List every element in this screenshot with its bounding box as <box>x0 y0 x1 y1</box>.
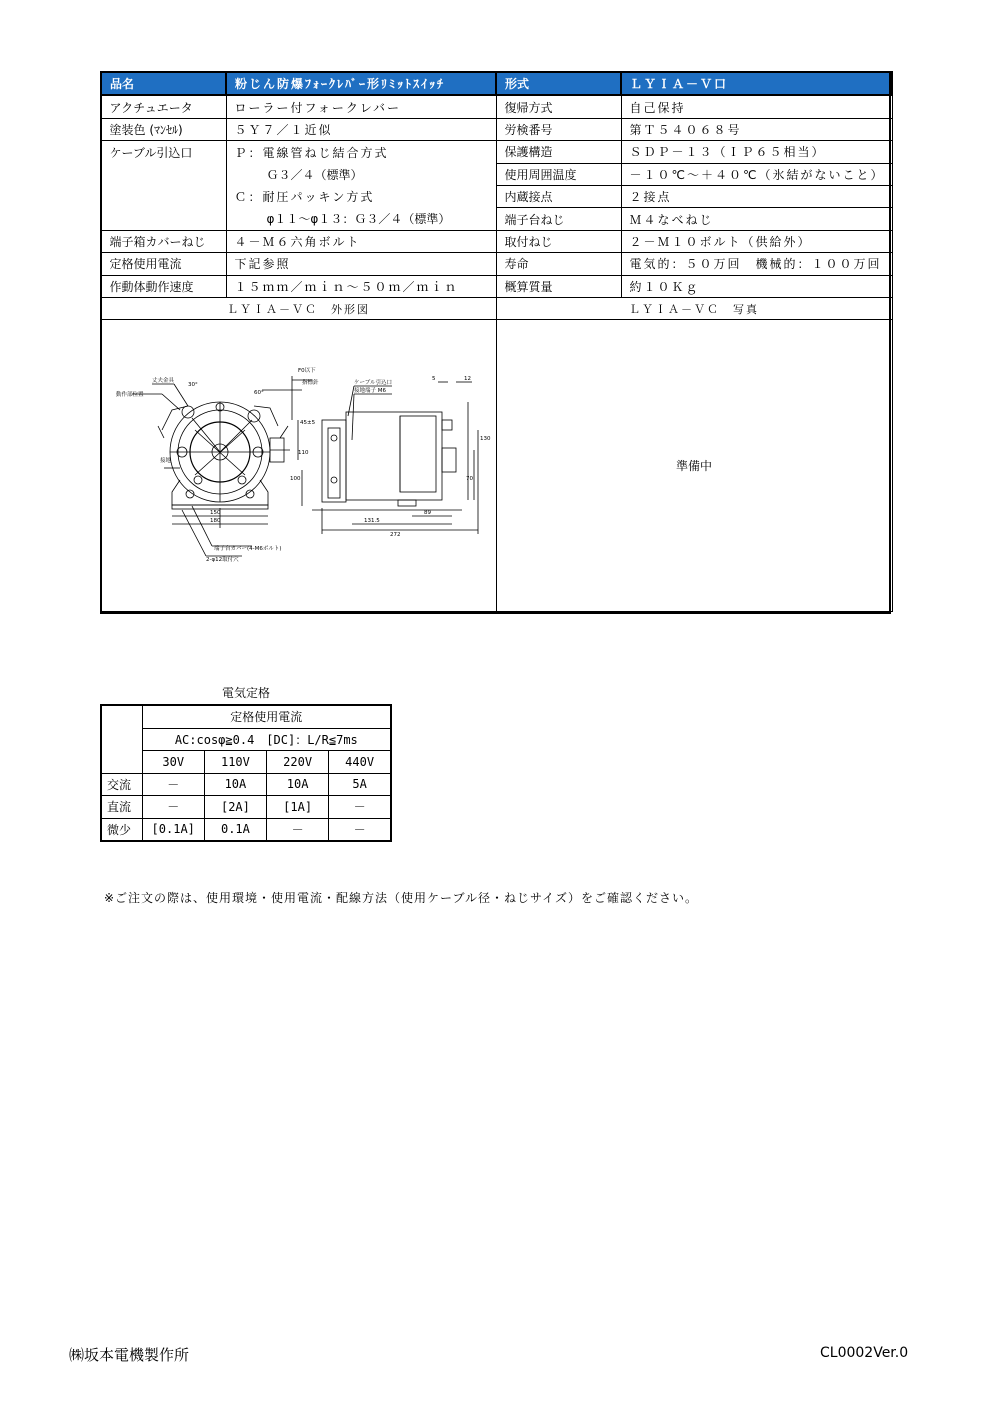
voltage-header: 220V <box>267 751 329 774</box>
rating-row-label: 直流 <box>101 796 142 819</box>
dim-150: 150 <box>209 510 220 517</box>
spec-row <box>101 163 892 185</box>
spec-label: ケーブル引込口 <box>101 141 226 163</box>
rating-row <box>101 818 391 841</box>
spec-value: 下記参照 <box>226 253 496 275</box>
spec-value: 自己保持 <box>621 95 892 118</box>
rated-current-header: 定格使用電流 <box>142 705 391 728</box>
spec-value: 第Ｔ５４０６８号 <box>621 118 892 140</box>
spec-row <box>101 95 892 118</box>
spec-label: 寿命 <box>496 253 621 275</box>
label-60deg: 60° <box>253 390 264 397</box>
spec-value: １５ｍｍ／ｍｉｎ～５０ｍ／ｍｉｎ <box>226 275 496 297</box>
spec-value: ＳＤＰ－１３（ＩＰ６５相当） <box>621 141 892 163</box>
spec-value: φ１１～φ１３：Ｇ３／４（標準） <box>226 208 496 230</box>
spec-row <box>101 275 892 297</box>
dim-70: 70 <box>465 476 473 483</box>
spec-row <box>101 253 892 275</box>
side-flange <box>322 420 346 502</box>
spec-label <box>101 185 226 207</box>
spec-value: 約１０Ｋｇ <box>621 275 892 297</box>
spec-row <box>101 185 892 207</box>
spec-value: Ｃ：耐圧パッキン方式 <box>226 185 496 207</box>
spec-label: 端子台ねじ <box>496 208 621 230</box>
rating-row <box>101 773 391 796</box>
cable-inlet <box>442 448 456 472</box>
spec-value: Ｍ４なべねじ <box>621 208 892 230</box>
spec-label <box>101 208 226 230</box>
spec-value: －１０℃～＋４０℃（氷結がないこと） <box>621 163 892 185</box>
label-fukaku: F0以下 <box>297 368 316 375</box>
dim-272: 272 <box>389 532 400 539</box>
spec-header-row <box>101 72 892 95</box>
voltage-header: 440V <box>329 751 391 774</box>
spec-label: 取付ねじ <box>496 230 621 252</box>
roller-left <box>182 406 194 418</box>
spec-value: Ｐ：電線管ねじ結合方式 <box>226 141 496 163</box>
dim-12: 12 <box>463 376 471 383</box>
label-cover: 端子台カバー(4-M6ボルト) <box>213 546 282 553</box>
spec-label: 作動体動作速度 <box>101 275 226 297</box>
rating-cell: － <box>329 818 391 841</box>
condition-header: AC:cosφ≧0.4 [DC]：L/R≦7ms <box>142 728 391 751</box>
rating-cell: 10A <box>267 773 329 796</box>
spec-label: 塗装色 (ﾏﾝｾﾙ) <box>101 118 226 140</box>
spec-row <box>101 118 892 140</box>
spec-label: 形式 <box>496 72 621 95</box>
dim-89: 89 <box>423 510 431 517</box>
electrical-rating-table <box>100 704 392 842</box>
rating-cell: － <box>267 818 329 841</box>
spec-row <box>101 230 892 252</box>
voltage-header: 110V <box>204 751 266 774</box>
spec-value: ＬＹＩＡ－Ｖ口 <box>621 72 892 95</box>
spec-label: アクチュエータ <box>101 95 226 118</box>
rating-cell: － <box>142 796 204 819</box>
spec-label: 品名 <box>101 72 226 95</box>
spec-label: 定格使用電流 <box>101 253 226 275</box>
spec-label: 保護構造 <box>496 141 621 163</box>
corner-cell <box>101 705 142 773</box>
order-note: ※ご注文の際は、使用環境・使用電流・配線方法（使用ケーブル径・ねじサイズ）をご確認ください。 <box>104 891 699 905</box>
rating-cell: 0.1A <box>204 818 266 841</box>
label-shika: 指標針 <box>301 380 319 387</box>
photo-caption: ＬＹＩＡ－ＶＣ 写真 <box>496 297 892 319</box>
label-term: 接地端子 M6 <box>353 388 386 395</box>
dim-100: 100 <box>289 476 300 483</box>
dim-180: 180 <box>209 518 220 525</box>
label-roller: 動作部位置 <box>115 392 144 399</box>
spec-value: Ｇ３／４（標準） <box>226 163 496 185</box>
spec-label <box>101 163 226 185</box>
fork-arm-left <box>192 418 220 452</box>
spec-value: 粉じん防爆ﾌｫｰｸﾚﾊﾞｰ形ﾘﾐｯﾄｽｲｯﾁ <box>226 72 496 95</box>
dim-131-5: 131.5 <box>363 518 380 525</box>
rating-cell: 10A <box>204 773 266 796</box>
label-holes: 2-φ12取付穴 <box>205 557 239 564</box>
dim-130: 130 <box>479 436 490 443</box>
dim-45: 45±5 <box>299 420 315 427</box>
fork-arm-right <box>220 420 252 452</box>
dim-5: 5 <box>431 376 435 383</box>
spec-label: 労検番号 <box>496 118 621 140</box>
photo-cell <box>496 320 892 612</box>
spec-value: ２接点 <box>621 185 892 207</box>
drawing-caption: ＬＹＩＡ－ＶＣ 外形図 <box>101 297 496 319</box>
spec-value: ５Ｙ７／１近似 <box>226 118 496 140</box>
spec-value: ２－Ｍ１０ボルト（供給外） <box>621 230 892 252</box>
rating-cell: [0.1A] <box>142 818 204 841</box>
spec-label: 端子箱カバーねじ <box>101 230 226 252</box>
roller-right <box>248 410 260 422</box>
spec-table <box>100 71 893 612</box>
side-body <box>346 412 442 500</box>
spec-label: 復帰方式 <box>496 95 621 118</box>
spec-value: 電気的：５０万回 機械的：１００万回 <box>621 253 892 275</box>
company-name: ㈱坂本電機製作所 <box>69 1346 190 1364</box>
rating-cell: 5A <box>329 773 391 796</box>
electrical-rating-title: 電気定格 <box>221 686 270 700</box>
spec-label: 使用周囲温度 <box>496 163 621 185</box>
rating-row-label: 微少 <box>101 818 142 841</box>
outline-drawing-cell <box>101 320 496 612</box>
spec-value: ４－Ｍ６六角ボルト <box>226 230 496 252</box>
spec-row <box>101 141 892 163</box>
rating-cell: [1A] <box>267 796 329 819</box>
rating-cell: － <box>329 796 391 819</box>
label-cable: ケーブル引込口 <box>353 380 392 387</box>
label-30deg: 30° <box>187 382 198 389</box>
spec-label: 概算質量 <box>496 275 621 297</box>
dim-110: 110 <box>297 450 308 457</box>
spec-value: ローラー付フォークレバー <box>226 95 496 118</box>
photo-placeholder-text: 準備中 <box>675 459 712 474</box>
spec-row <box>101 208 892 230</box>
rating-cell: [2A] <box>204 796 266 819</box>
voltage-header: 30V <box>142 751 204 774</box>
document-version: CL0002Ver.0 <box>820 1345 909 1361</box>
rating-row <box>101 796 391 819</box>
spec-label: 内蔵接点 <box>496 185 621 207</box>
outline-drawing <box>102 320 496 611</box>
label-ground: 接地 <box>159 458 171 465</box>
label-kumitate: 丈夫金具 <box>151 378 174 385</box>
rating-row-label: 交流 <box>101 773 142 796</box>
rating-cell: － <box>142 773 204 796</box>
